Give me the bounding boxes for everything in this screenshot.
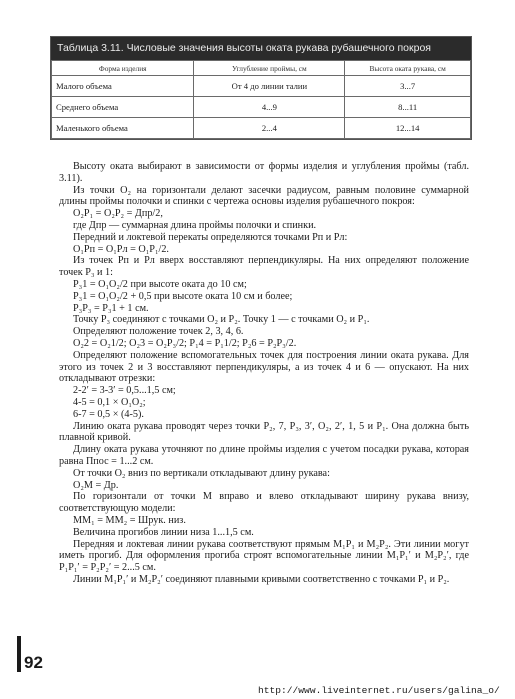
formula: О₁Рп = О₁Рл = О₁Р₁/2.	[73, 243, 169, 255]
paragraph: где Дпр — суммарная длина проймы полочки и спинки.	[73, 219, 317, 231]
paragraph: Определяют положение точек 2, 3, 4, 6.	[73, 326, 244, 338]
formula: 6-7 = 0,5 × (4-5).	[73, 408, 144, 420]
formula: Р₃1 = О₁О₂/2 при высоте оката до 10 см;	[73, 278, 247, 290]
paragraph: Высоту оката выбирают в зависимости от формы изделия и углубления проймы (табл. 3.11).	[59, 161, 469, 184]
data-table	[51, 60, 471, 139]
paragraph: По горизонтали от точки М вправо и влево откладывают ширину рукава внизу, соответствующую модели:	[59, 491, 469, 515]
table-cell: Маленького объема	[52, 118, 194, 139]
table-cell: 12...14	[345, 118, 471, 139]
column-header: Углубление проймы, см	[194, 61, 345, 76]
source-url: http://www.liveinternet.ru/users/galina_o/	[258, 685, 500, 696]
paragraph: Из точки О₂ на горизонтали делают засечки радиусом, равным половине суммарной длины проймы полочки и спинки с чертежа основы изделия рубашечного покроя:	[59, 184, 469, 208]
formula: 2-2′ = 3-3′ = 0,5...1,5 см;	[73, 385, 176, 397]
table-cell: 8...11	[345, 97, 471, 118]
column-header: Форма изделия	[52, 61, 194, 76]
page-marker-bar	[17, 636, 21, 672]
table-row	[52, 97, 471, 118]
table-cell: От 4 до линии талии	[194, 76, 345, 97]
formula: О₂М = Др.	[73, 479, 119, 491]
table-row	[52, 118, 471, 139]
paragraph: Определяют положение вспомогательных точек для построения линии оката рукава. Для этого из точек 2 и 3 восставляют перпендикуляры, а из точек 4 и 6 — опускают. На них откладывают отрезки:	[59, 349, 469, 385]
table-title: Таблица 3.11. Числовые значения высоты оката рукава рубашечного покроя	[51, 37, 471, 60]
table-header-row	[52, 61, 471, 76]
formula: О₂2 = О₂1/2; О₂3 = О₂Р₃/2; Р₁4 = Р₁1/2; Р₂6 = Р₂Р₃/2.	[73, 337, 297, 349]
paragraph: Передняя и локтевая линии рукава соответствуют прямым М₁Р₁ и М₂Р₂. Эти линии могут иметь прогиб. Для оформления прогиба строят вспомогательные линии М₁Р₁′ и М₂Р₂′, где Р₁Р₁′ = Р₂Р₂′ = 2...5 см.	[59, 538, 469, 574]
formula: Р₃Р₃ = Р₃1 + 1 см.	[73, 302, 149, 314]
values-table	[50, 36, 472, 140]
paragraph: Из точек Рп и Рл вверх восставляют перпендикуляры. На них определяют положение точек Р₃ и 1:	[59, 255, 469, 279]
column-header: Высота оката рукава, см	[345, 61, 471, 76]
table-cell: Малого объема	[52, 76, 194, 97]
formula: ММ₁ = ММ₂ = Шрук. низ.	[73, 514, 186, 526]
paragraph: Величина прогибов линии низа 1...1,5 см.	[73, 526, 254, 538]
paragraph: Линии М₁Р₁′ и М₂Р₂′ соединяют плавными кривыми соответственно с точками Р₁ и Р₂.	[73, 573, 450, 585]
formula: Р₃1 = О₁О₂/2 + 0,5 при высоте оката 10 см и более;	[73, 290, 293, 302]
paragraph: Линию оката рукава проводят через точки Р₂, 7, Р₃, 3′, О₂, 2′, 1, 5 и Р₁. Она должна быть плавной кривой.	[59, 420, 469, 444]
page-number: 92	[24, 653, 43, 672]
paragraph: Точку Р₃ соединяют с точками О₂ и Р₂. Точку 1 — с точками О₂ и Р₁.	[73, 314, 370, 326]
table-cell: 2...4	[194, 118, 345, 139]
paragraph: Длину оката рукава уточняют по длине проймы изделия с учетом посадки рукава, которая равна Ппос = 1...2 см.	[59, 444, 469, 467]
table-cell: 4...9	[194, 97, 345, 118]
formula: 4-5 = 0,1 × О₁О₂;	[73, 396, 146, 408]
paragraph: От точки О₂ вниз по вертикали откладывают длину рукава:	[73, 467, 330, 479]
table-cell: 3...7	[345, 76, 471, 97]
formula: О₂Р₁ = О₂Р₂ = Дпр/2,	[73, 208, 163, 220]
paragraph: Передний и локтевой перекаты определяются точками Рп и Рл:	[73, 231, 348, 243]
table-row	[52, 76, 471, 97]
body-text	[59, 161, 469, 586]
table-cell: Среднего объема	[52, 97, 194, 118]
